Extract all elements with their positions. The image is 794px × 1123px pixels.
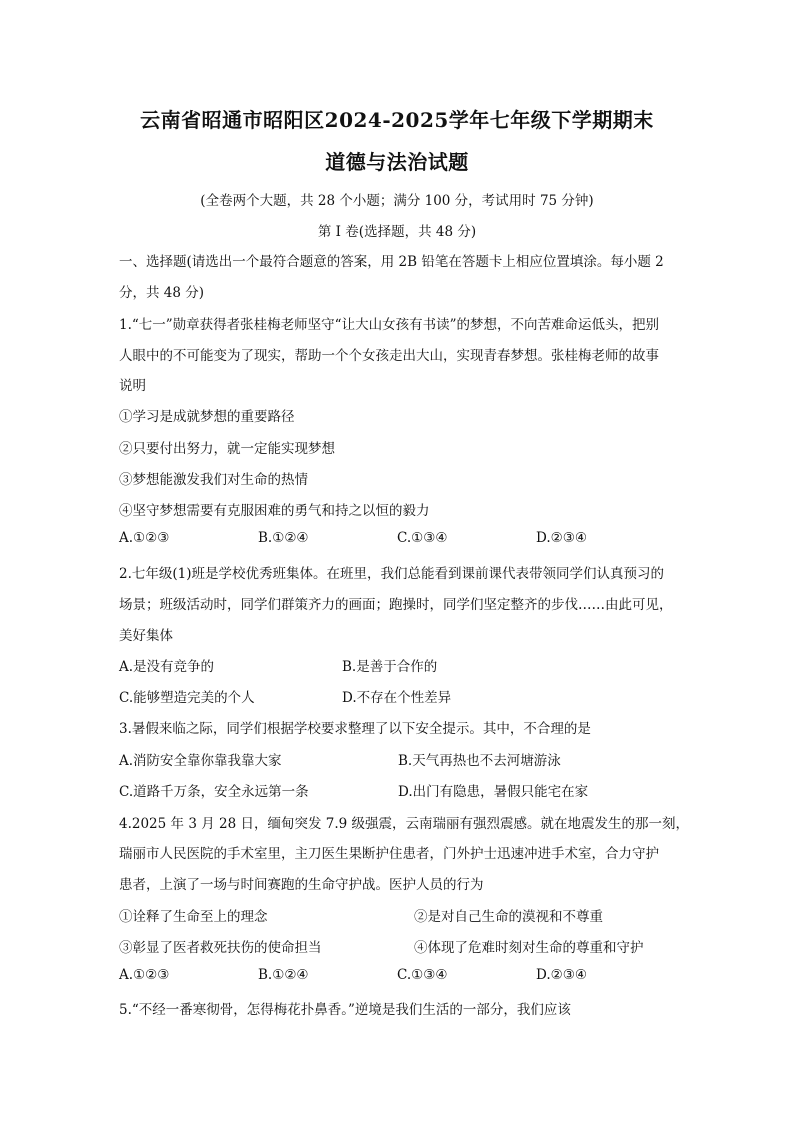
- q1-choice-c[interactable]: C.①③④: [397, 530, 448, 546]
- q3-choice-d[interactable]: D.出门有隐患，暑假只能宅在家: [398, 784, 589, 800]
- q3-choice-a[interactable]: A.消防安全靠你靠我靠大家: [119, 753, 282, 769]
- q2-stem-line-1: 2.七年级(1)班是学校优秀班集体。在班里，我们总能看到课前课代表带领同学们认真预习的: [119, 566, 665, 582]
- q2-choice-d[interactable]: D.不存在个性差异: [342, 690, 452, 706]
- q1-stem-line-2: 人眼中的不可能变为了现实，帮助一个个女孩走出大山，实现青春梦想。张桂梅老师的故事: [119, 348, 659, 364]
- q5-stem-line-1: 5.“不经一番寒彻骨，怎得梅花扑鼻香。”逆境是我们生活的一部分，我们应该: [119, 1002, 571, 1018]
- q2-choice-c[interactable]: C.能够塑造完美的个人: [119, 690, 255, 706]
- q4-item-4: ④体现了危难时刻对生命的尊重和守护: [414, 940, 644, 956]
- q4-stem-line-3: 患者，上演了一场与时间赛跑的生命守护战。医护人员的行为: [119, 877, 484, 893]
- q2-choice-a[interactable]: A.是没有竞争的: [119, 659, 215, 675]
- exam-info: (全卷两个大题，共 28 个小题；满分 100 分，考试用时 75 分钟): [200, 193, 594, 209]
- q4-item-1: ①诠释了生命至上的理念: [119, 909, 268, 925]
- q3-choice-c[interactable]: C.道路千万条，安全永远第一条: [119, 784, 309, 800]
- q1-item-3: ③梦想能激发我们对生命的热情: [119, 472, 308, 488]
- q4-choice-b[interactable]: B.①②④: [258, 967, 309, 983]
- q4-choice-c[interactable]: C.①③④: [397, 967, 448, 983]
- q1-item-1: ①学习是成就梦想的重要路径: [119, 409, 295, 425]
- q4-item-3: ③彰显了医者救死扶伤的使命担当: [119, 940, 322, 956]
- q1-choice-a[interactable]: A.①②③: [119, 530, 170, 546]
- instructions-line-2: 分，共 48 分): [119, 285, 205, 301]
- q4-choice-d[interactable]: D.②③④: [536, 967, 587, 983]
- q1-stem-line-1: 1.“七一”勋章获得者张桂梅老师坚守“让大山女孩有书读”的梦想，不向苦难命运低头，把别: [119, 317, 659, 333]
- q2-stem-line-3: 美好集体: [119, 628, 173, 644]
- q4-choice-a[interactable]: A.①②③: [119, 967, 170, 983]
- q2-choice-b[interactable]: B.是善于合作的: [342, 659, 438, 675]
- instructions-line-1: 一、选择题(请选出一个最符合题意的答案，用 2B 铅笔在答题卡上相应位置填涂。每小题 2: [119, 254, 664, 270]
- q4-item-2: ②是对自己生命的漠视和不尊重: [414, 909, 603, 925]
- q1-choice-d[interactable]: D.②③④: [536, 530, 587, 546]
- q1-choice-b[interactable]: B.①②④: [258, 530, 309, 546]
- q1-item-4: ④坚守梦想需要有克服困难的勇气和持之以恒的毅力: [119, 503, 430, 519]
- exam-title: 云南省昭通市昭阳区2024-2025学年七年级下学期期末: [140, 108, 654, 132]
- section-title: 第 I 卷(选择题，共 48 分): [317, 224, 477, 240]
- q4-stem-line-1: 4.2025 年 3 月 28 日，缅甸突发 7.9 级强震，云南瑞丽有强烈震感。就在地震发生的那一刻，: [119, 816, 690, 832]
- q1-item-2: ②只要付出努力，就一定能实现梦想: [119, 441, 335, 457]
- q3-choice-b[interactable]: B.天气再热也不去河塘游泳: [398, 753, 561, 769]
- q4-stem-line-2: 瑞丽市人民医院的手术室里，主刀医生果断护住患者，门外护士迅速冲进手术室，合力守护: [119, 846, 659, 862]
- q2-stem-line-2: 场景；班级活动时，同学们群策齐力的画面；跑操时，同学们坚定整齐的步伐……由此可见，: [119, 597, 673, 613]
- exam-subject-title: 道德与法治试题: [325, 150, 469, 174]
- q3-stem-line-1: 3.暑假来临之际，同学们根据学校要求整理了以下安全提示。其中，不合理的是: [119, 721, 591, 737]
- q1-stem-line-3: 说明: [119, 378, 146, 394]
